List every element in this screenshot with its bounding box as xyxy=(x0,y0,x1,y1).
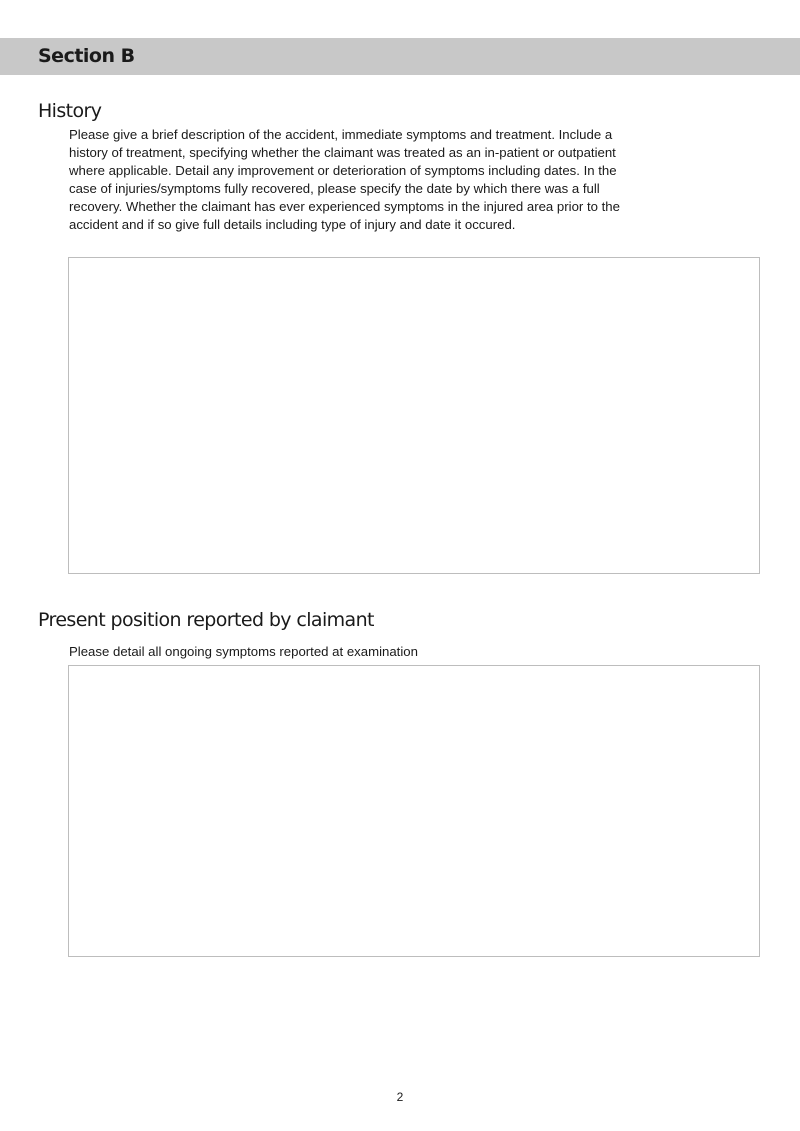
present-position-input-box[interactable] xyxy=(68,665,760,957)
present-position-instructions: Please detail all ongoing symptoms reported at examination xyxy=(69,644,418,659)
history-instructions: Please give a brief description of the accident, immediate symptoms and treatment. Include a history of treatment, specifying whether the claimant was treated as an in-patient or outpatient where applicable. Detail any improvement or deterioration of symptoms including dates. In the case of injuries/symptoms fully recovered, please specify the date by which there was a full recovery. Whether the claimant has ever experienced symptoms in the injured area prior to the accident and if so give full details including type of injury and date it occured. xyxy=(69,127,620,232)
page-number: 2 xyxy=(396,1090,404,1104)
section-title: Section B xyxy=(38,45,135,67)
section-header-bar xyxy=(0,38,800,75)
present-position-heading: Present position reported by claimant xyxy=(38,609,374,631)
history-heading: History xyxy=(38,100,102,122)
history-input-box[interactable] xyxy=(68,257,760,574)
